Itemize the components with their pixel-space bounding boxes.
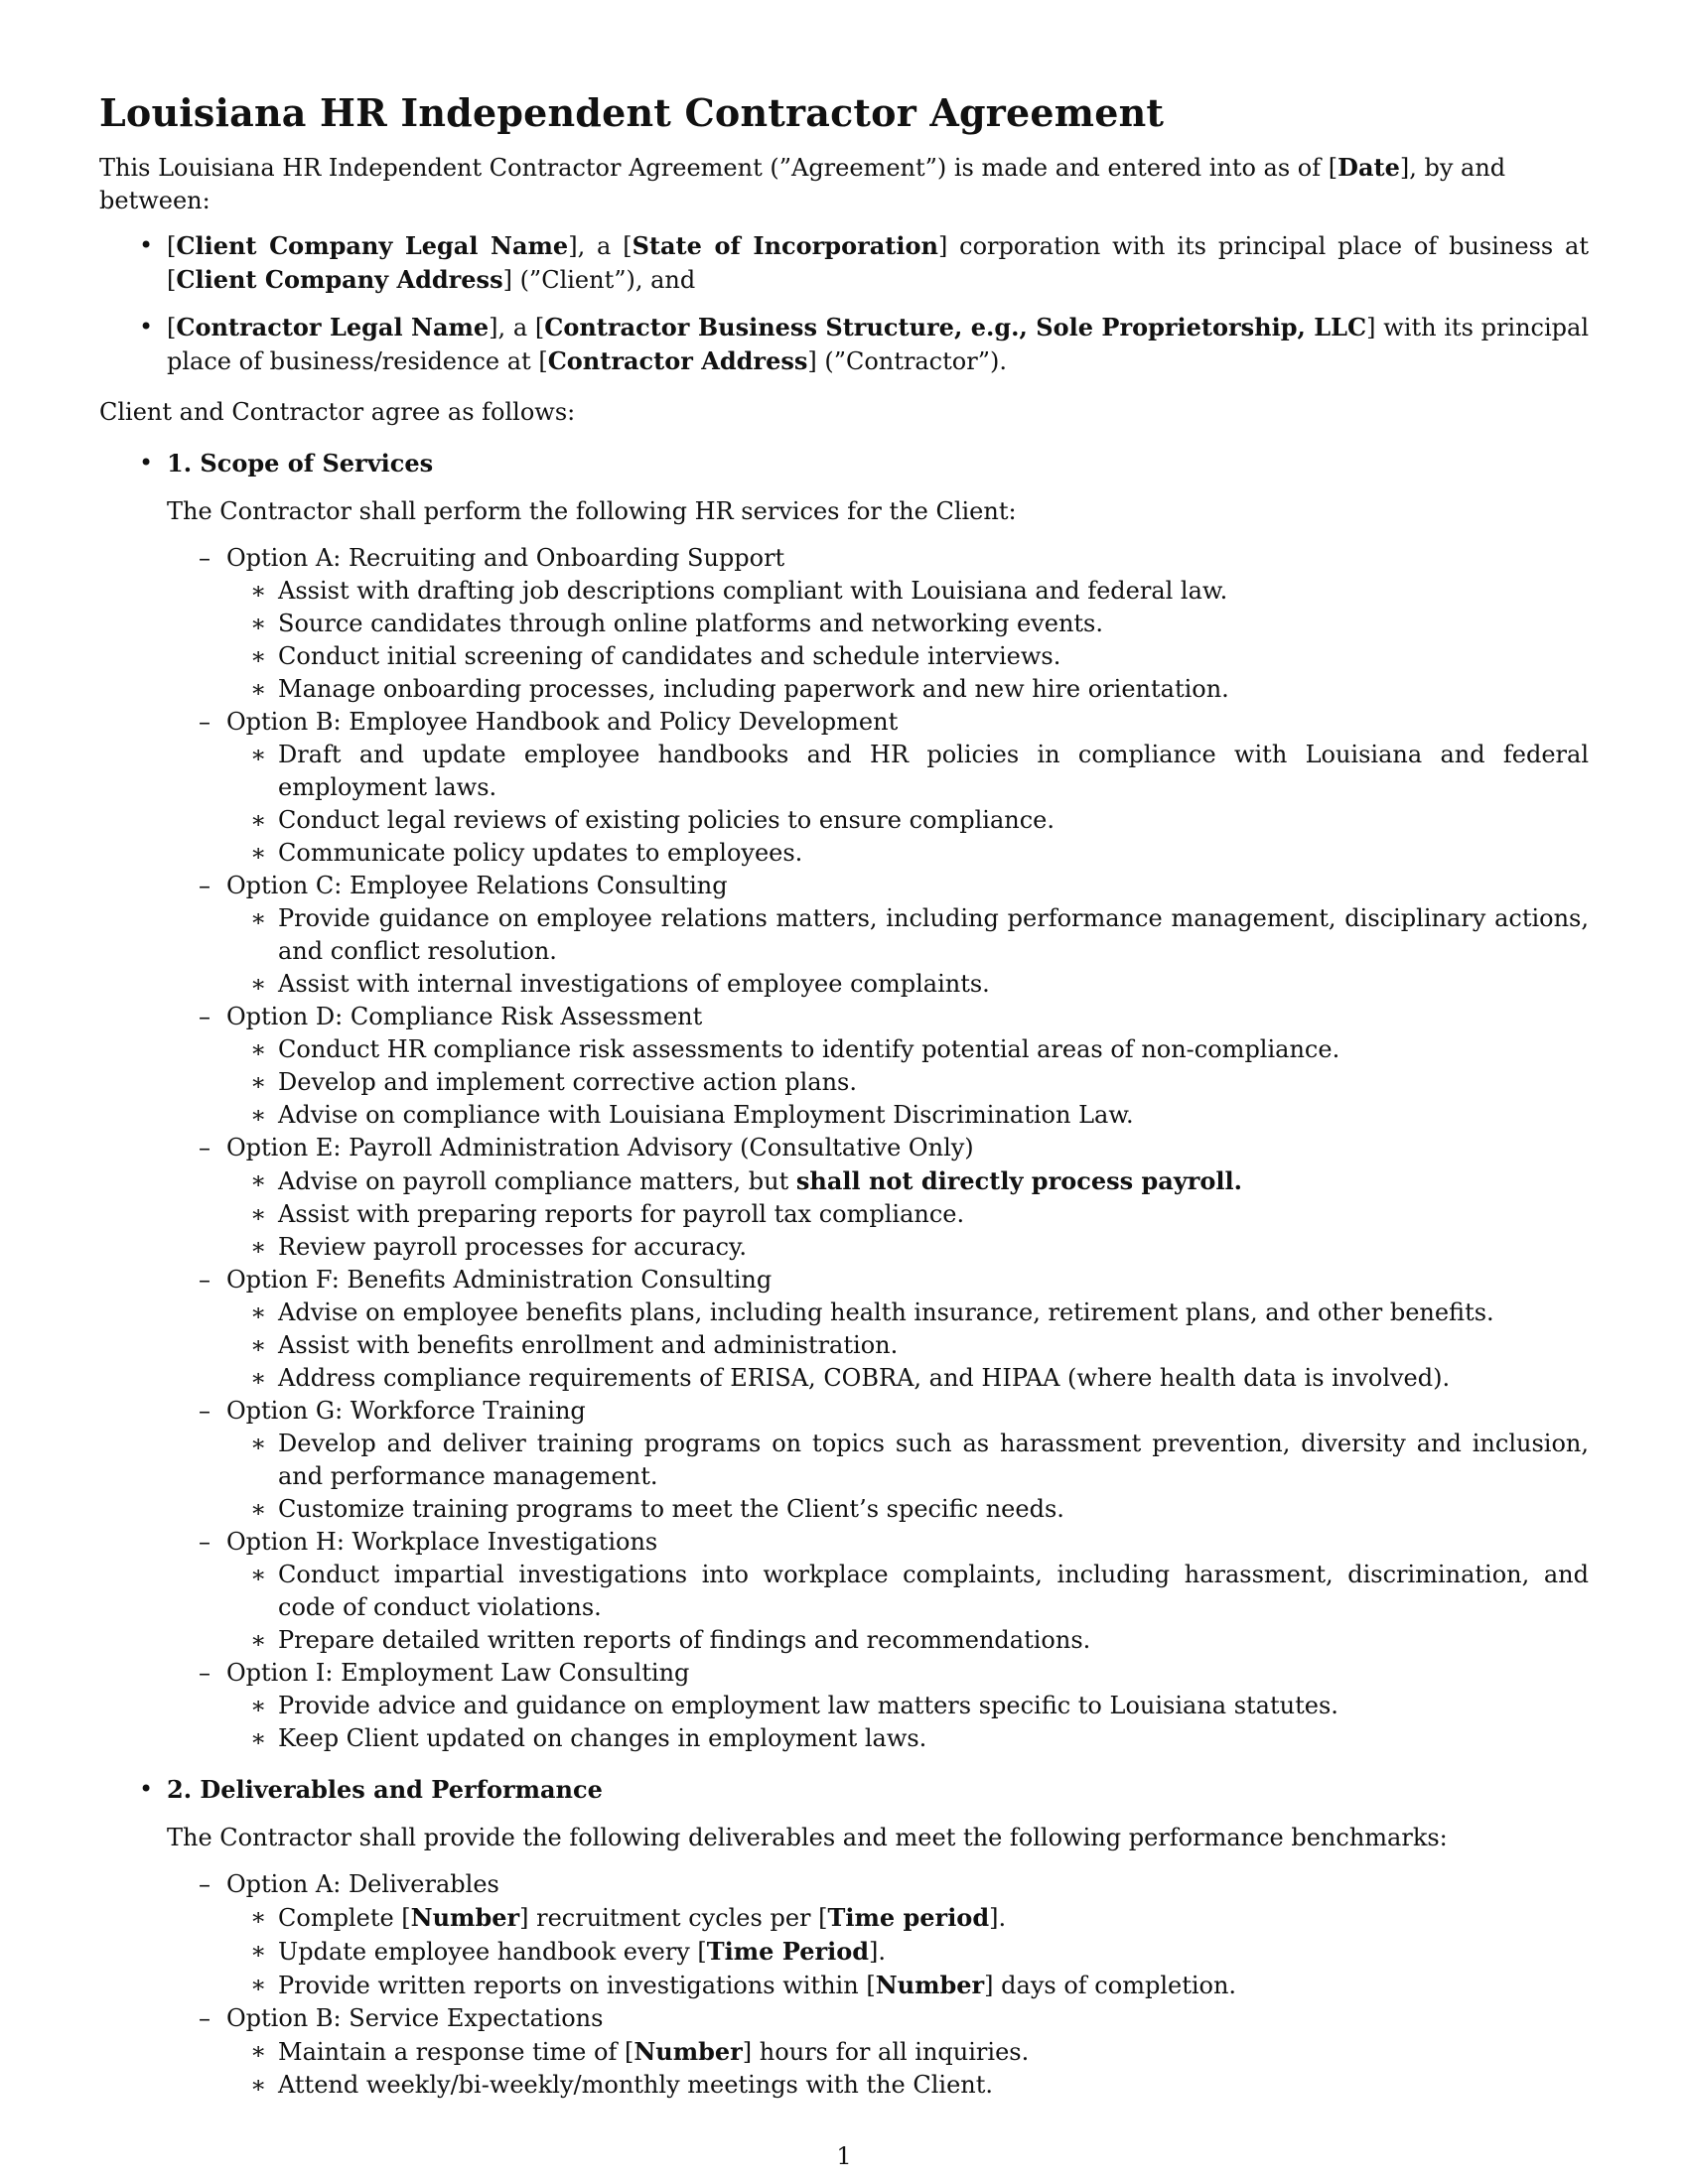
option-label: Option C: Employee Relations Consulting: [226, 872, 728, 899]
list-item: [226, 1624, 1589, 1657]
intro-text: This Louisiana HR Independent Contractor Agreement (”Agreement”) is made and entered into as of [: [99, 154, 1338, 182]
star: ∗: [250, 675, 267, 703]
star: ∗: [250, 741, 267, 768]
item-text: Draft and update employee handbooks and HR policies in compliance with Louisiana and federal employment laws.: [278, 741, 1589, 801]
option-items: [226, 1690, 1589, 1755]
intro-text-end: ], by and between:: [99, 154, 1506, 214]
option-label: Option B: Service Expectations: [226, 2004, 604, 2032]
item-text: Communicate policy updates to employees.: [278, 839, 803, 867]
option-a-deliverables: [167, 1868, 1589, 2002]
star: ∗: [250, 904, 267, 932]
list-item: [226, 2035, 1589, 2069]
option-label: Option G: Workforce Training: [226, 1397, 586, 1425]
option-b-service-expectations: [167, 2002, 1589, 2102]
list-item: [226, 1969, 1589, 2002]
star: ∗: [250, 970, 267, 998]
item-text: Prepare detailed written reports of findings and recommendations.: [278, 1626, 1091, 1654]
text: [: [167, 314, 177, 341]
star: ∗: [250, 1331, 267, 1359]
star: ∗: [250, 1233, 267, 1261]
bullet: •: [139, 1775, 154, 1803]
list-item: [226, 804, 1589, 837]
item-text: Develop and deliver training programs on topics such as harassment prevention, diversity and inclusion, and performance management.: [278, 1430, 1589, 1490]
item-text: Conduct legal reviews of existing policies to ensure compliance.: [278, 806, 1055, 834]
star: ∗: [250, 1937, 267, 1965]
item-text: Provide written reports on investigations within [: [278, 1972, 876, 1999]
dash: –: [199, 1134, 211, 1161]
star: ∗: [250, 1200, 267, 1228]
dash: –: [199, 1870, 211, 1898]
party-contractor: [99, 311, 1589, 378]
item-text: Attend weekly/bi-weekly/monthly meetings with the Client.: [278, 2071, 994, 2099]
time-period-placeholder: Time period: [827, 1903, 990, 1932]
list-item: [226, 837, 1589, 870]
star: ∗: [250, 1364, 267, 1392]
list-item: [226, 1935, 1589, 1969]
client-address-placeholder: Client Company Address: [176, 265, 503, 294]
client-state-placeholder: State of Incorporation: [632, 231, 938, 260]
document-title: Louisiana HR Independent Contractor Agreement: [99, 90, 1165, 135]
contractor-name-placeholder: Contractor Legal Name: [176, 313, 490, 341]
number-placeholder: Number: [633, 2037, 743, 2066]
item-text: Assist with drafting job descriptions compliant with Louisiana and federal law.: [278, 577, 1228, 605]
section-scope-of-services: [99, 447, 1589, 1755]
bullet: •: [139, 449, 154, 477]
contractor-structure-placeholder: Contractor Business Structure, e.g., Sole Proprietorship, LLC: [544, 313, 1367, 341]
item-text: Complete [: [278, 1904, 411, 1932]
item-text: Keep Client updated on changes in employment laws.: [278, 1724, 927, 1752]
star: ∗: [250, 2037, 267, 2065]
list-item: [226, 1099, 1589, 1132]
option-items: [226, 575, 1589, 706]
option-label: Option F: Benefits Administration Consulting: [226, 1266, 773, 1294]
list-item: [226, 1722, 1589, 1755]
item-text: Provide guidance on employee relations matters, including performance management, disciplinary actions, and conflict resolution.: [278, 904, 1589, 965]
option-i-employment-law: [167, 1657, 1589, 1755]
document-page: [99, 89, 1589, 2116]
option-d-compliance-risk: [167, 1001, 1589, 1132]
list-item: [226, 608, 1589, 640]
item-text: Advise on employee benefits plans, including health insurance, retirement plans, and other benefits.: [278, 1298, 1494, 1326]
list-item: [226, 640, 1589, 673]
dash: –: [199, 1397, 211, 1425]
option-c-employee-relations: [167, 870, 1589, 1001]
list-item: [226, 1297, 1589, 1329]
list-item: [226, 1164, 1589, 1198]
list-item: [226, 1362, 1589, 1395]
star: ∗: [250, 1626, 267, 1654]
star: ∗: [250, 1903, 267, 1931]
star: ∗: [250, 1101, 267, 1129]
item-text: Source candidates through online platforms and networking events.: [278, 610, 1103, 637]
text: ], a [: [489, 314, 545, 341]
dash: –: [199, 1659, 211, 1687]
option-label: Option A: Recruiting and Onboarding Support: [226, 544, 785, 572]
option-b-handbook: [167, 706, 1589, 870]
item-text: Develop and implement corrective action plans.: [278, 1068, 857, 1096]
item-text: Advise on payroll compliance matters, but: [278, 1167, 796, 1195]
section-intro: The Contractor shall provide the following deliverables and meet the following performance benchmarks:: [167, 1824, 1448, 1851]
contractor-address-placeholder: Contractor Address: [547, 346, 808, 375]
option-label: Option A: Deliverables: [226, 1870, 499, 1898]
text: ] (”Contractor”).: [807, 347, 1007, 375]
option-items: [226, 902, 1589, 1001]
list-item: [226, 739, 1589, 804]
date-placeholder: Date: [1337, 153, 1400, 182]
list-item: [226, 1690, 1589, 1722]
option-g-training: [167, 1395, 1589, 1526]
bullet: •: [139, 313, 154, 341]
star: ∗: [250, 1692, 267, 1719]
item-text: Update employee handbook every [: [278, 1938, 707, 1966]
option-label: Option I: Employment Law Consulting: [226, 1659, 690, 1687]
star: ∗: [250, 1035, 267, 1063]
dash: –: [199, 872, 211, 899]
list-item: [226, 1066, 1589, 1099]
option-items: [226, 1164, 1589, 1264]
dash: –: [199, 544, 211, 572]
item-text: Manage onboarding processes, including paperwork and new hire orientation.: [278, 675, 1229, 703]
text: ] (”Client”), and: [502, 266, 696, 294]
dash: –: [199, 1003, 211, 1030]
item-text: Address compliance requirements of ERISA, COBRA, and HIPAA (where health data is involved).: [278, 1364, 1451, 1392]
option-e-payroll: [167, 1132, 1589, 1264]
list-item: [226, 968, 1589, 1001]
star: ∗: [250, 1298, 267, 1326]
text: ] with its principal place of business/residence at [: [167, 314, 1590, 375]
option-h-investigations: [167, 1526, 1589, 1657]
star: ∗: [250, 1430, 267, 1457]
option-label: Option E: Payroll Administration Advisory (Consultative Only): [226, 1134, 974, 1161]
text: ], a [: [568, 232, 633, 260]
list-item: [226, 575, 1589, 608]
list-item: [226, 673, 1589, 706]
section-title: 2. Deliverables and Performance: [167, 1775, 603, 1804]
star: ∗: [250, 1724, 267, 1752]
star: ∗: [250, 806, 267, 834]
star: ∗: [250, 1495, 267, 1523]
star: ∗: [250, 1068, 267, 1096]
item-text: Advise on compliance with Louisiana Employment Discrimination Law.: [278, 1101, 1134, 1129]
item-text: ] recruitment cycles per [: [519, 1904, 828, 1932]
option-items: [226, 739, 1589, 870]
option-a-recruiting: [167, 542, 1589, 706]
item-text: Customize training programs to meet the Client’s specific needs.: [278, 1495, 1064, 1523]
item-text: ].: [989, 1904, 1007, 1932]
intro-paragraph: [99, 151, 1589, 217]
text: [: [167, 232, 177, 260]
option-items: [226, 2035, 1589, 2102]
dash: –: [199, 1266, 211, 1294]
client-name-placeholder: Client Company Legal Name: [176, 231, 569, 260]
list-item: [226, 1198, 1589, 1231]
agree-paragraph: Client and Contractor agree as follows:: [99, 398, 576, 426]
dash: –: [199, 1528, 211, 1556]
option-label: Option B: Employee Handbook and Policy Development: [226, 708, 899, 736]
item-text: Conduct impartial investigations into workplace complaints, including harassment, discrimination, and code of conduct violations.: [278, 1561, 1589, 1621]
parties-list: [99, 229, 1589, 378]
party-client: [99, 229, 1589, 297]
option-label: Option H: Workplace Investigations: [226, 1528, 658, 1556]
option-items: [226, 1428, 1589, 1526]
star: ∗: [250, 610, 267, 637]
dash: –: [199, 2004, 211, 2032]
star: ∗: [250, 1971, 267, 1998]
star: ∗: [250, 2071, 267, 2099]
list-item: [226, 1428, 1589, 1493]
list-item: [226, 1033, 1589, 1066]
star: ∗: [250, 1166, 267, 1194]
item-text-bold: shall not directly process payroll.: [795, 1166, 1243, 1195]
section-intro: The Contractor shall perform the following HR services for the Client:: [167, 497, 1017, 525]
list-item: [226, 902, 1589, 968]
time-period-placeholder: Time Period: [706, 1937, 870, 1966]
list-item: [226, 1231, 1589, 1264]
list-item: [226, 1493, 1589, 1526]
scope-options: [167, 542, 1589, 1755]
item-text: Conduct HR compliance risk assessments to identify potential areas of non-compliance.: [278, 1035, 1340, 1063]
option-f-benefits: [167, 1264, 1589, 1395]
item-text: Review payroll processes for accuracy.: [278, 1233, 748, 1261]
option-items: [226, 1901, 1589, 2002]
bullet: •: [139, 231, 154, 259]
item-text: Assist with preparing reports for payroll tax compliance.: [278, 1200, 965, 1228]
star: ∗: [250, 577, 267, 605]
list-item: [226, 2069, 1589, 2102]
option-items: [226, 1297, 1589, 1395]
option-items: [226, 1559, 1589, 1657]
page-number: 1: [836, 2142, 852, 2170]
list-item: [226, 1901, 1589, 1935]
text: ] corporation with its principal place of business at [: [167, 232, 1590, 294]
item-text: ].: [869, 1938, 887, 1966]
section-title: 1. Scope of Services: [167, 449, 434, 478]
item-text: Maintain a response time of [: [278, 2038, 634, 2066]
section-deliverables: [99, 1773, 1589, 2102]
option-label: Option D: Compliance Risk Assessment: [226, 1003, 703, 1030]
item-text: Assist with benefits enrollment and administration.: [278, 1331, 899, 1359]
star: ∗: [250, 839, 267, 867]
deliverable-options: [167, 1868, 1589, 2102]
option-items: [226, 1033, 1589, 1132]
list-item: [226, 1559, 1589, 1624]
list-item: [226, 1329, 1589, 1362]
item-text: Provide advice and guidance on employment law matters specific to Louisiana statutes.: [278, 1692, 1338, 1719]
item-text: ] days of completion.: [984, 1972, 1237, 1999]
star: ∗: [250, 1561, 267, 1588]
number-placeholder: Number: [875, 1971, 985, 1999]
item-text: Conduct initial screening of candidates and schedule interviews.: [278, 642, 1061, 670]
dash: –: [199, 708, 211, 736]
item-text: Assist with internal investigations of employee complaints.: [278, 970, 990, 998]
number-placeholder: Number: [410, 1903, 520, 1932]
item-text: ] hours for all inquiries.: [742, 2038, 1030, 2066]
star: ∗: [250, 642, 267, 670]
